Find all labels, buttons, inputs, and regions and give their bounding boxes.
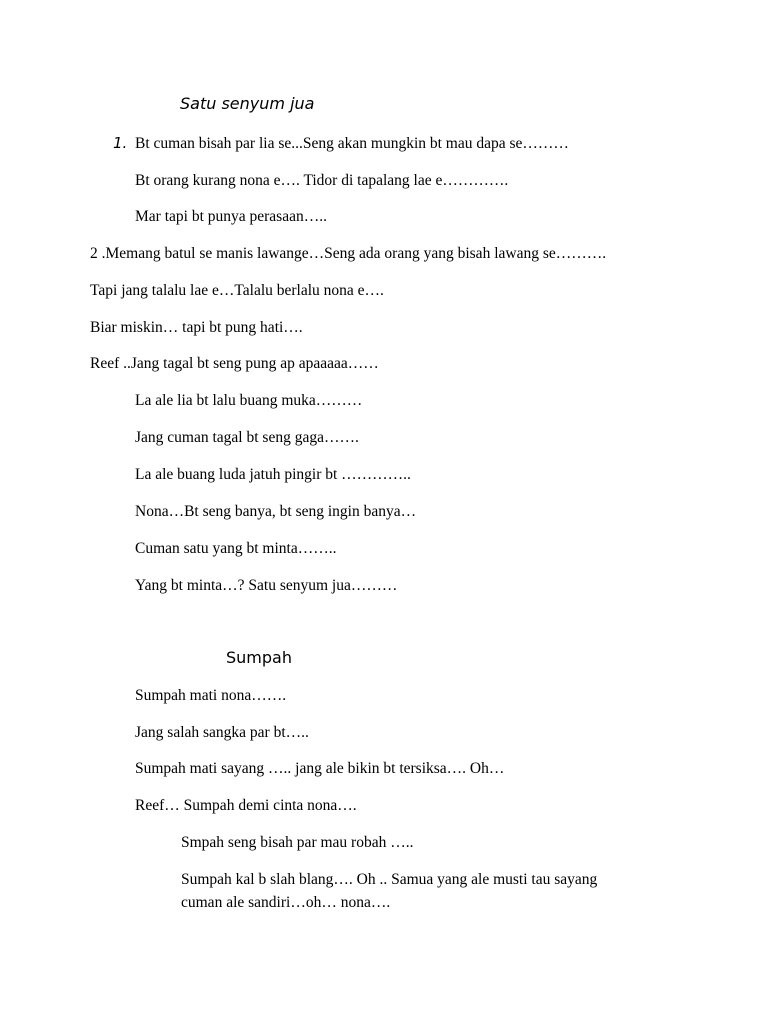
poem-line: Reef ..Jang tagal bt seng pung ap apaaaaa…… — [90, 355, 379, 372]
poem-title: Sumpah — [226, 648, 292, 667]
poem-line: Cuman satu yang bt minta…….. — [135, 540, 337, 557]
poem-line: La ale lia bt lalu buang muka……… — [135, 392, 363, 409]
poem-line: Nona…Bt seng banya, bt seng ingin banya… — [135, 503, 417, 520]
poem-line: Yang bt minta…? Satu senyum jua……… — [135, 577, 398, 594]
poem-line: cuman ale sandiri…oh… nona…. — [181, 894, 391, 911]
poem-line: Smpah seng bisah par mau robah ….. — [181, 834, 414, 851]
poem-line: Sumpah mati nona……. — [135, 687, 287, 704]
poem-line: Sumpah kal b slah blang…. Oh .. Samua yang ale musti tau sayang — [181, 871, 598, 888]
poem-line: 2 .Memang batul se manis lawange…Seng ada orang yang bisah lawang se………. — [90, 245, 607, 262]
poem-line: Mar tapi bt punya perasaan….. — [135, 208, 327, 225]
poem-line: Sumpah mati sayang ….. jang ale bikin bt tersiksa…. Oh… — [135, 760, 505, 777]
poem-line: La ale buang luda jatuh pingir bt ………….. — [135, 466, 411, 483]
poem-line: Tapi jang talalu lae e…Talalu berlalu nona e…. — [90, 282, 384, 299]
poem-line: Jang salah sangka par bt….. — [135, 724, 309, 741]
poem-line-text: Bt cuman bisah par lia se...Seng akan mungkin bt mau dapa se……… — [135, 135, 569, 152]
poem-line: Biar miskin… tapi bt pung hati…. — [90, 319, 303, 336]
poem-line: Jang cuman tagal bt seng gaga……. — [135, 429, 359, 446]
poem-line — [113, 133, 569, 154]
list-number: 1. — [113, 134, 128, 152]
poem-title: Satu senyum jua — [180, 94, 315, 113]
poem-line: Reef… Sumpah demi cinta nona…. — [135, 797, 357, 814]
poem-line: Bt orang kurang nona e…. Tidor di tapalang lae e…………. — [135, 172, 509, 189]
